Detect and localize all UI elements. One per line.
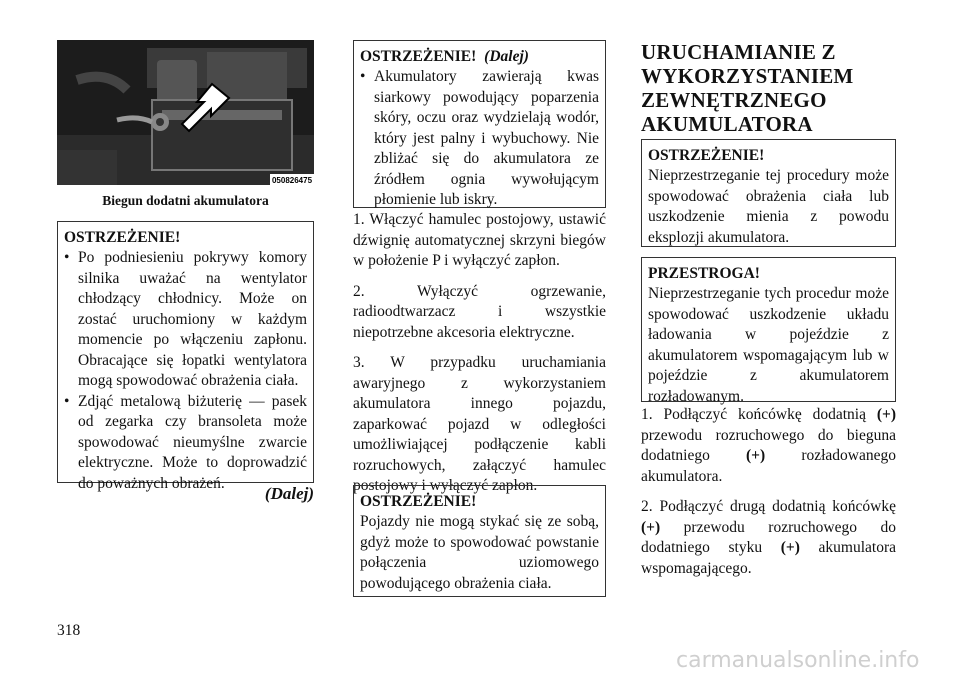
warning-bullet: • Akumulatory zawierają kwas siarkowy powodujący poparzenia skóry, oczu oraz wydzielają wodór, który jest palny i wybuchowy. Nie zbliżać się do akumulatora ze źródłem ognia wywołującym płomienie lub iskry. — [360, 67, 599, 211]
warning-bullet: • Zdjąć metalową biżuterię — pasek od zegarka czy bransoleta może spowodować nieumyślne zwarcie elektryczne. Może to doprowadzić do poważnych obrażeń. — [64, 392, 307, 495]
warning-box-fan — [57, 221, 314, 492]
warning-box-acid — [353, 40, 606, 208]
warning-bullet: • Po podniesieniu pokrywy komory silnika uważać na wentylator chłodzący chłodnicy. Może on zostać uruchomiony w każdym momencie po włączeniu zapłonu. Obracające się łopatki wentylatora mogą spowodować obrażenia ciała. — [64, 248, 307, 392]
warning-box-explosion — [641, 139, 896, 247]
section-heading: URUCHAMIANIE Z WYKORZYSTANIEM ZEWNĘTRZNEGO AKUMULATORA — [641, 40, 854, 136]
warning-title: OSTRZEŻENIE! — [360, 493, 477, 510]
step-text: akumulatora wspomagającego. — [641, 539, 896, 577]
connection-steps — [641, 405, 896, 589]
positive-symbol: (+) — [641, 518, 661, 536]
warning-bullet-list — [360, 67, 599, 211]
step-text: 2. Podłączyć drugą dodatnią końcówkę — [641, 498, 896, 515]
warning-title: OSTRZEŻENIE! — [64, 229, 181, 246]
warning-bullet-list — [64, 248, 307, 494]
battery-illustration — [57, 40, 314, 185]
warning-title — [360, 47, 599, 67]
warning-continued: (Dalej) — [484, 48, 529, 65]
step-1: 1. Włączyć hamulec postojowy, ustawić dźwignię automatycznej skrzyni biegów w położenie P i wyłączyć zapłon. — [353, 211, 606, 269]
steps-list — [353, 210, 606, 507]
page-number: 318 — [57, 622, 81, 639]
caution-text: Nieprzestrzeganie tych procedur może spowodować uszkodzenie układu ładowania w pojeździe z akumulatorem wspomagającym lub w pojeździe z akumulatorem rozładowanym. — [648, 285, 889, 405]
step-text: 1. Podłączyć końcówkę dodatnią — [641, 406, 877, 423]
positive-symbol: (+) — [780, 539, 800, 556]
photo-caption: Biegun dodatni akumulatora — [102, 193, 269, 208]
watermark: carmanualsonline.info — [676, 648, 920, 673]
caution-title: PRZESTROGA! — [648, 265, 760, 282]
step-connect-2 — [641, 497, 896, 579]
warning-title: OSTRZEŻENIE! — [648, 147, 765, 164]
battery-photo — [57, 40, 314, 185]
step-3: 3. W przypadku uruchamiania awaryjnego z wykorzystaniem akumulatora innego pojazdu, zaparkować pojazd w odległości umożliwiającej podłączenie kabli rozruchowych, załączyć hamulec postojowy i wyłączyć zapłon. — [353, 354, 606, 494]
positive-symbol: (+) — [746, 447, 766, 464]
step-2: 2. Wyłączyć ogrzewanie, radioodtwarzacz i wszystkie niepotrzebne akcesoria elektryczne. — [353, 282, 606, 341]
continued-label: (Dalej) — [264, 484, 314, 503]
warning-box-contact — [353, 485, 606, 597]
warning-text: Pojazdy nie mogą stykać się ze sobą, gdyż może to spowodować powstanie połączenia uziomowego powodującego obrażenia ciała. — [360, 513, 599, 592]
positive-symbol: (+) — [876, 406, 896, 423]
step-text: rozładowanego akumulatora. — [641, 447, 896, 485]
caution-box — [641, 257, 896, 405]
warning-text: Nieprzestrzeganie tej procedury może spowodować obrażenia ciała lub uszkodzenie mienia z powodu eksplozji akumulatora. — [648, 167, 889, 246]
warning-title-text: OSTRZEŻENIE! — [360, 48, 477, 65]
photo-code: 050826475 — [271, 176, 313, 185]
step-connect-1 — [641, 405, 896, 487]
step-text: przewodu rozruchowego do dodatniego styku — [641, 518, 896, 556]
step-text: przewodu rozruchowego do bieguna dodatniego — [641, 426, 896, 464]
